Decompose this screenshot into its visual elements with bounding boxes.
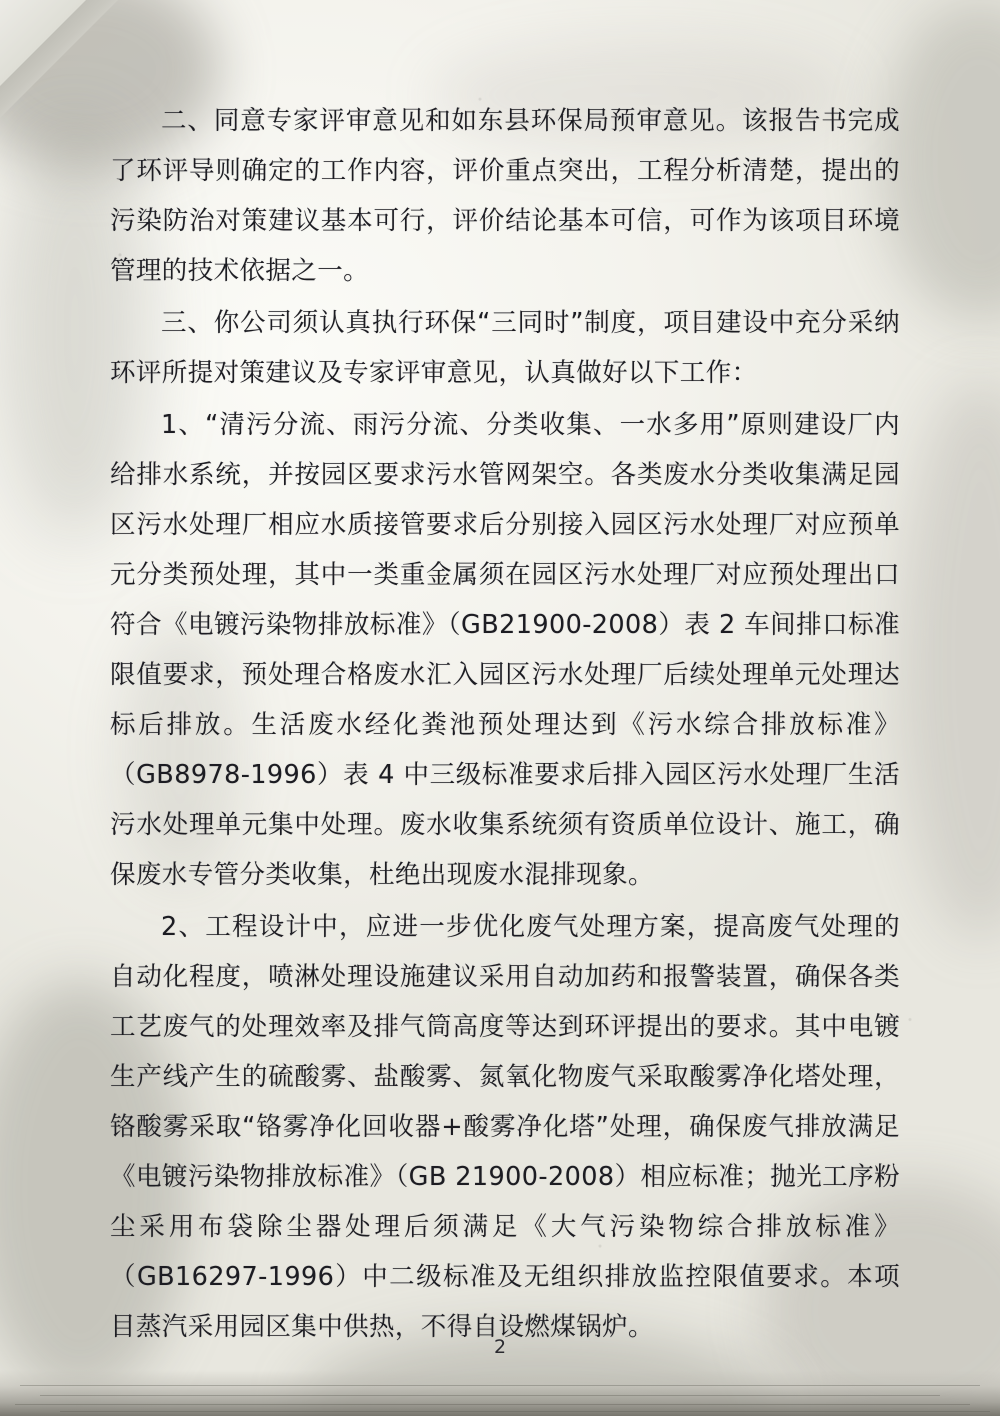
paragraph-3: 三、你公司须认真执行环保“三同时”制度，项目建设中充分采纳环评所提对策建议及专家评审意见，认真做好以下工作： (110, 308, 900, 388)
document-body (110, 96, 900, 1352)
paragraph-2: 二、同意专家评审意见和如东县环保局预审意见。该报告书完成了环评导则确定的工作内容，评价重点突出，工程分析清楚，提出的污染防治对策建议基本可行，评价结论基本可信，可作为该项目环境管理的技术依据之一。 (110, 106, 900, 286)
stack-line (60, 1411, 990, 1412)
paragraph-item-2: 2、工程设计中，应进一步优化废气处理方案，提高废气处理的自动化程度，喷淋处理设施建议采用自动加药和报警装置，确保各类工艺废气的处理效率及排气筒高度等达到环评提出的要求。其中电镀生产线产生的硫酸雾、盐酸雾、氮氧化物废气采取酸雾净化塔处理，铬酸雾采取“铬雾净化回收器+酸雾净化塔”处理，确保废气排放满足《电镀污染物排放标准》（GB 21900-2008）相应标准；抛光工序粉尘采用布袋除尘器处理后须满足《大气污染物综合排放标准》（GB16297-1996）中二级标准及无组织排放监控限值要求。本项目蒸汽采用园区集中供热，不得自设燃煤锅炉。 (110, 912, 900, 1342)
paragraph-item-1: 1、“清污分流、雨污分流、分类收集、一水多用”原则建设厂内给排水系统，并按园区要求污水管网架空。各类废水分类收集满足园区污水处理厂相应水质接管要求后分别接入园区污水处理厂对应预单元分类预处理，其中一类重金属须在园区污水处理厂对应预处理出口符合《电镀污染物排放标准》（GB21900-2008）表 2 车间排口标准限值要求，预处理合格废水汇入园区污水处理厂后续处理单元处理达标后排放。生活废水经化粪池预处理达到《污水综合排放标准》（GB8978-1996）表 4 中三级标准要求后排入园区污水处理厂生活污水处理单元集中处理。废水收集系统须有资质单位设计、施工，确保废水专管分类收集，杜绝出现废水混排现象。 (110, 410, 900, 890)
stack-line (20, 1385, 980, 1386)
stack-line (15, 1404, 970, 1405)
page-stack-edge (0, 1370, 1000, 1416)
page-number: 2 (493, 1336, 507, 1358)
stack-line (40, 1395, 940, 1396)
